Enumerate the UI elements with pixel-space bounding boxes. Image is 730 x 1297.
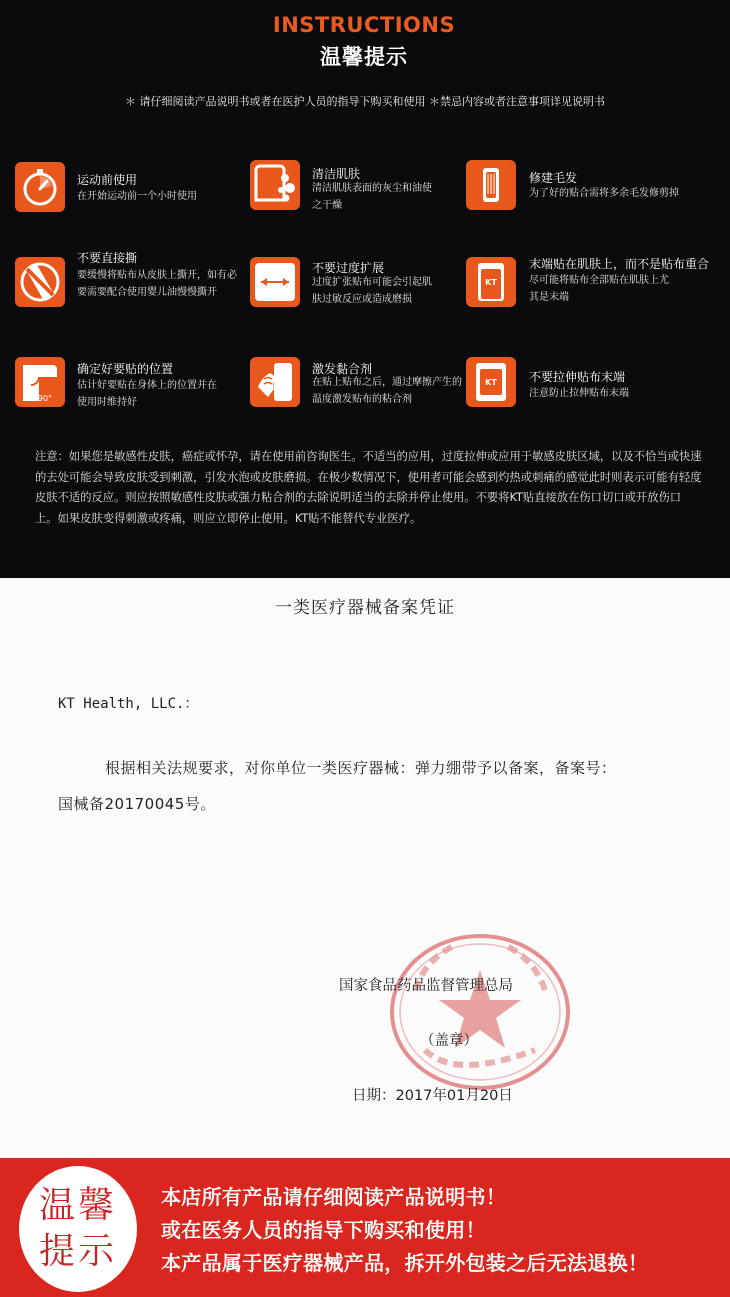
angle-badge-text: 90° bbox=[37, 394, 53, 403]
rub-activate-icon bbox=[250, 357, 300, 407]
instruction-heading: 不要过度扩展 bbox=[312, 261, 385, 275]
banner-line: 或在医务人员的指导下购买和使用！ bbox=[161, 1218, 486, 1242]
instruction-heading: 末端贴在肌肤上，而不是贴布重合 bbox=[529, 257, 710, 271]
reminder-badge bbox=[19, 1166, 137, 1292]
instruction-text: 清洁肌肤表面的灰尘和油使之干燥 bbox=[312, 183, 432, 211]
issuing-authority: 国家食品药品监督管理总局 bbox=[339, 978, 513, 994]
instructions-panel bbox=[0, 0, 730, 578]
kt-badge-text: KT bbox=[485, 378, 497, 387]
instruction-heading: 清洁肌肤 bbox=[312, 167, 361, 181]
issue-date: 日期：2017年01月20日 bbox=[352, 1088, 513, 1104]
instruction-text: 要缓慢将贴布从皮肤上撕开，如有必要需要配合使用婴儿油慢慢撕开 bbox=[77, 270, 237, 298]
instruction-heading: 激发黏合剂 bbox=[312, 362, 373, 376]
stopwatch-icon bbox=[15, 162, 65, 212]
instruction-text: 为了好的贴合需将多余毛发修剪掉 bbox=[529, 188, 679, 199]
certificate-addressee: KT Health, LLC.： bbox=[58, 696, 199, 712]
banner-line: 本产品属于医疗器械产品，拆开外包装之后无法退换！ bbox=[161, 1251, 649, 1275]
instruction-heading: 不要拉伸贴布末端 bbox=[529, 370, 626, 384]
no-overstretch-icon bbox=[250, 257, 300, 307]
hair-trim-icon bbox=[466, 160, 516, 210]
registration-certificate bbox=[0, 578, 730, 1158]
angle-90-icon bbox=[15, 357, 65, 407]
instructions-title-cn: 温馨提示 bbox=[320, 45, 408, 69]
seal-label: （盖章） bbox=[420, 1033, 478, 1049]
kt-tape-stretch-icon bbox=[466, 357, 516, 407]
instruction-text: 在贴上贴布之后，通过摩擦产生的温度激发贴布的粘合剂 bbox=[312, 377, 462, 405]
caution-paragraph: 注意：如果您是敏感性皮肤，癌症或怀孕，请在使用前咨询医生。不适当的应用，过度拉伸或应用于敏感皮肤区域，以及不恰当或快速的去处可能会导致皮肤受到刺激，引发水泡或皮肤磨损。在极少数情况下，使用者可能会感到灼热或刺痛的感觉此时则表示可能有轻度皮肤不适的反应。则应按照敏感性皮肤或强力粘合剂的去除说明适当的去除并停止使用。不要将KT贴直接放在伤口切口或开放伤口上。如果皮肤变得刺激或疼痛，则应立即停止使用。KT贴不能替代专业医疗。 bbox=[35, 450, 702, 525]
kt-tape-end-icon bbox=[466, 257, 516, 307]
instruction-text: 在开始运动前一个小时使用 bbox=[77, 191, 197, 202]
instruction-text: 尽可能将贴布全部贴在肌肤上尤其是末端 bbox=[529, 275, 669, 303]
instruction-heading: 修建毛发 bbox=[529, 171, 578, 185]
instruction-heading: 不要直接撕 bbox=[77, 251, 138, 265]
instruction-heading: 确定好要贴的位置 bbox=[77, 362, 174, 376]
reminder-banner bbox=[0, 1158, 730, 1297]
official-seal-stamp bbox=[385, 930, 575, 1095]
certificate-body: 根据相关法规要求，对你单位一类医疗器械：弹力绷带予以备案，备案号：国械备20170045号。 bbox=[58, 759, 617, 813]
badge-text-bottom: 提示 bbox=[38, 1231, 117, 1272]
kt-badge-text: KT bbox=[485, 278, 497, 287]
banner-line: 本店所有产品请仔细阅读产品说明书！ bbox=[161, 1185, 507, 1209]
instruction-text: 过度扩张贴布可能会引起肌肤过敏反应或造成磨损 bbox=[312, 277, 432, 305]
instruction-text: 估计好要贴在身体上的位置并在使用时维持好 bbox=[77, 380, 217, 408]
purchase-notice: ＊ 请仔细阅读产品说明书或者在医护人员的指导下购买和使用 ＊禁忌内容或者注意事项详见说明书 bbox=[125, 95, 605, 108]
instructions-title-en: INSTRUCTIONS bbox=[272, 13, 456, 37]
badge-text-top: 温馨 bbox=[38, 1185, 117, 1226]
skin-cleaning-icon bbox=[250, 160, 300, 210]
certificate-title: 一类医疗器械备案凭证 bbox=[275, 598, 455, 618]
instruction-text: 注意防止拉伸贴布末端 bbox=[529, 388, 629, 399]
instruction-heading: 运动前使用 bbox=[77, 173, 138, 187]
no-tearing-icon bbox=[15, 257, 65, 307]
